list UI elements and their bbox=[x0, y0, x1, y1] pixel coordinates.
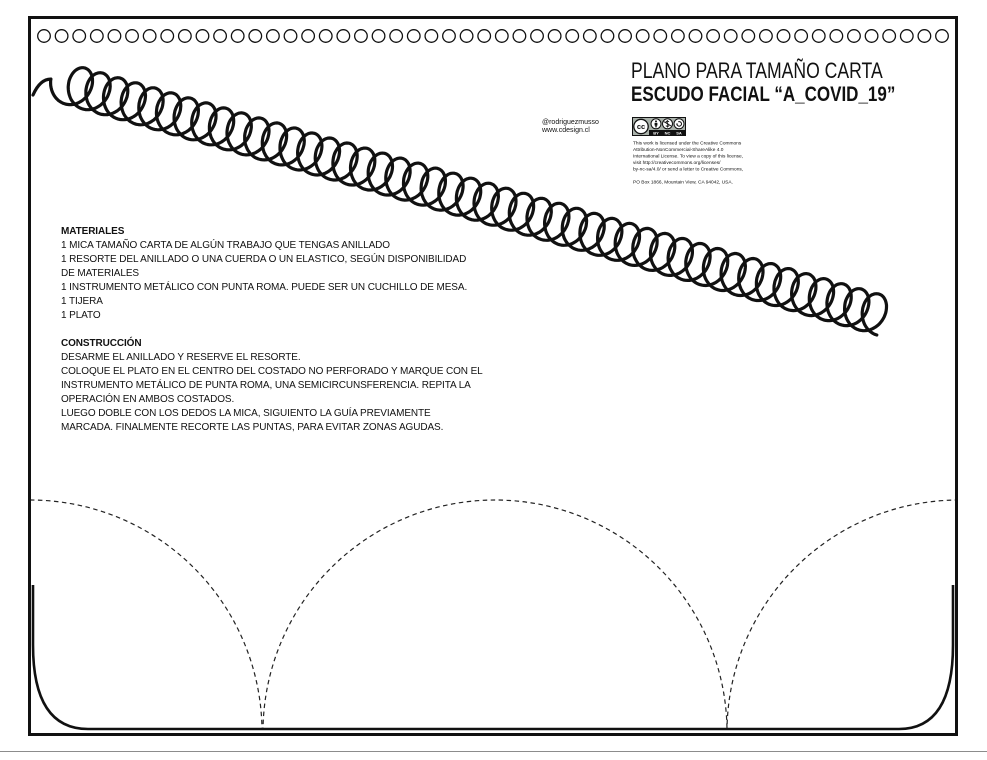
binding-hole bbox=[355, 30, 368, 43]
binding-hole bbox=[584, 30, 597, 43]
binding-hole bbox=[865, 30, 878, 43]
materials-heading: MATERIALES bbox=[61, 226, 125, 237]
binding-hole bbox=[460, 30, 473, 43]
binding-hole bbox=[337, 30, 350, 43]
materials-line: 1 RESORTE DEL ANILLADO O UNA CUERDA O UN ELASTICO, SEGÚN DISPONIBILIDAD bbox=[61, 254, 467, 265]
license-line: Attribution-NonCommercial-ShareAlike 4.0 bbox=[633, 147, 724, 153]
materials-line: DE MATERIALES bbox=[61, 268, 139, 279]
page-bottom-edge bbox=[0, 751, 987, 752]
binding-hole bbox=[742, 30, 755, 43]
binding-hole bbox=[672, 30, 685, 43]
license-line: visit http://creativecommons.org/licenses/ bbox=[633, 160, 721, 166]
binding-hole bbox=[566, 30, 579, 43]
fold-guide-center bbox=[263, 500, 727, 732]
binding-hole bbox=[126, 30, 139, 43]
license-line: This work is licensed under the Creative Commons bbox=[633, 140, 742, 146]
construction-line: INSTRUMENTO METÁLICO DE PUNTA ROMA, UNA SEMICIRCUNSFERENCIA. REPITA LA bbox=[61, 380, 471, 391]
binding-hole bbox=[302, 30, 315, 43]
binding-hole bbox=[425, 30, 438, 43]
binding-hole bbox=[478, 30, 491, 43]
binding-hole bbox=[619, 30, 632, 43]
binding-hole bbox=[918, 30, 931, 43]
construction-heading: CONSTRUCCIÓN bbox=[61, 338, 142, 349]
binding-hole bbox=[161, 30, 174, 43]
license-notice bbox=[633, 140, 743, 186]
fold-guide-left bbox=[30, 500, 262, 732]
binding-hole bbox=[848, 30, 861, 43]
spring-coil-tail bbox=[33, 79, 51, 95]
binding-hole bbox=[777, 30, 790, 43]
materials-line: 1 INSTRUMENTO METÁLICO CON PUNTA ROMA. PUEDE SER UN CUCHILLO DE MESA. bbox=[61, 282, 468, 293]
binding-hole bbox=[443, 30, 456, 43]
binding-hole bbox=[407, 30, 420, 43]
binding-hole bbox=[760, 30, 773, 43]
binding-hole bbox=[654, 30, 667, 43]
materials-line: 1 TIJERA bbox=[61, 296, 103, 307]
binding-hole bbox=[372, 30, 385, 43]
binding-hole bbox=[830, 30, 843, 43]
materials-line: 1 PLATO bbox=[61, 310, 101, 321]
binding-hole bbox=[513, 30, 526, 43]
noncommercial-icon bbox=[663, 119, 673, 129]
binding-hole bbox=[214, 30, 227, 43]
binding-hole bbox=[724, 30, 737, 43]
cc-label-sa: SA bbox=[676, 130, 682, 136]
construction-line: MARCADA. FINALMENTE RECORTE LAS PUNTAS, PARA EVITAR ZONAS AGUDAS. bbox=[61, 422, 444, 433]
binding-hole bbox=[108, 30, 121, 43]
cc-logo-text: cc bbox=[636, 122, 646, 132]
binding-hole bbox=[267, 30, 280, 43]
binding-hole bbox=[196, 30, 209, 43]
binding-hole bbox=[689, 30, 702, 43]
page-title: PLANO PARA TAMAÑO CARTA bbox=[631, 58, 883, 83]
binding-hole bbox=[531, 30, 544, 43]
binding-hole bbox=[284, 30, 297, 43]
cc-label-nc: NC bbox=[664, 130, 671, 136]
binding-hole bbox=[55, 30, 68, 43]
fold-guide-right bbox=[727, 500, 959, 732]
binding-hole bbox=[319, 30, 332, 43]
binding-hole bbox=[249, 30, 262, 43]
binding-hole bbox=[231, 30, 244, 43]
binding-hole bbox=[936, 30, 949, 43]
page-subtitle: ESCUDO FACIAL “A_COVID_19” bbox=[631, 83, 896, 106]
binding-hole bbox=[601, 30, 614, 43]
license-line: International License. To view a copy of this license, bbox=[633, 153, 744, 159]
materials-line: 1 MICA TAMAÑO CARTA DE ALGÚN TRABAJO QUE TENGAS ANILLADO bbox=[61, 240, 390, 251]
binding-hole bbox=[38, 30, 51, 43]
author-handle: @rodriguezmusso bbox=[542, 119, 599, 126]
construction-line: DESARME EL ANILLADO Y RESERVE EL RESORTE. bbox=[61, 352, 301, 363]
author-website: www.cdesign.cl bbox=[542, 127, 590, 134]
binding-hole bbox=[548, 30, 561, 43]
author-credits bbox=[542, 119, 599, 135]
cc-license-badge bbox=[633, 118, 686, 136]
materials-section bbox=[61, 225, 467, 323]
cc-label-by: BY bbox=[653, 130, 659, 136]
binding-hole bbox=[883, 30, 896, 43]
binding-hole bbox=[900, 30, 913, 43]
shield-outline bbox=[33, 585, 953, 729]
construction-line: OPERACIÓN EN AMBOS COSTADOS. bbox=[61, 394, 235, 405]
construction-line: COLOQUE EL PLATO EN EL CENTRO DEL COSTADO NO PERFORADO Y MARQUE CON EL bbox=[61, 366, 483, 377]
binding-hole bbox=[91, 30, 104, 43]
construction-section bbox=[61, 337, 483, 435]
attribution-icon bbox=[651, 119, 661, 129]
binding-hole bbox=[636, 30, 649, 43]
binding-hole bbox=[496, 30, 509, 43]
binding-hole bbox=[812, 30, 825, 43]
binding-hole bbox=[795, 30, 808, 43]
sharealike-icon bbox=[674, 119, 684, 129]
binding-hole bbox=[143, 30, 156, 43]
construction-line: LUEGO DOBLE CON LOS DEDOS LA MICA, SIGUIENTO LA GUÍA PREVIAMENTE bbox=[61, 408, 431, 419]
binding-hole bbox=[707, 30, 720, 43]
binding-hole bbox=[179, 30, 192, 43]
binding-hole bbox=[390, 30, 403, 43]
binding-holes-row bbox=[38, 30, 949, 43]
binding-hole bbox=[73, 30, 86, 43]
license-address: PO Box 1866, Mountain View, CA 94042, USA. bbox=[633, 179, 733, 185]
license-line: by-nc-sa/4.0/ or send a letter to Creative Commons, bbox=[633, 166, 744, 172]
